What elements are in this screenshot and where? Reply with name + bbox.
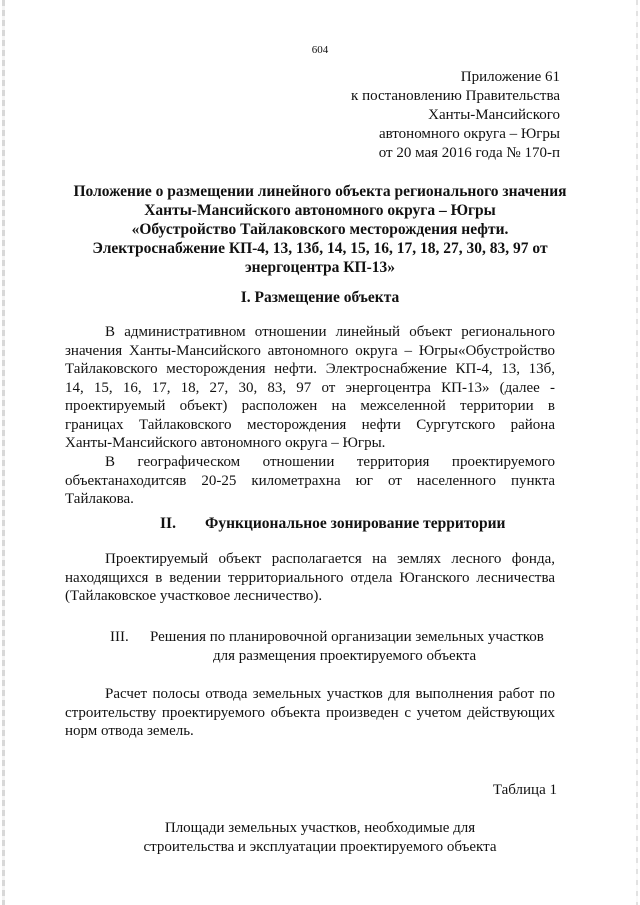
scan-edge-right — [636, 0, 638, 905]
section3-heading-line1: Решения по планировочной организации земельных участков — [150, 629, 544, 645]
paragraph-line: значения Ханты-Мансийского автономного округа – Югры«Обустройство — [65, 342, 555, 359]
section2-paragraph — [65, 550, 555, 606]
appendix-line: от 20 мая 2016 года № 170-п — [378, 145, 560, 161]
paragraph-line: В географическом отношении территория проектируемого — [105, 454, 555, 470]
paragraph-line: находящихся в ведении территориального отдела Юганского лесничества — [65, 569, 555, 586]
paragraph-line: Проектируемый объект располагается на землях лесного фонда, — [105, 551, 555, 567]
scan-edge-left — [2, 0, 5, 905]
title-line: энергоцентра КП-13» — [244, 259, 396, 276]
paragraph-line: Ханты-Мансийского автономного округа – Югры. — [65, 435, 386, 451]
paragraph-line: Тайлаковского месторождения нефти. Электроснабжение КП-4, 13, 13б, — [65, 361, 555, 377]
appendix-block — [351, 68, 560, 163]
caption-line: строительства и эксплуатации проектируемого объекта — [143, 839, 497, 855]
title-line: Положение о размещении линейного объекта регионального значения — [73, 183, 567, 200]
appendix-line: к постановлению Правительства — [351, 88, 560, 104]
section3-number: III. — [110, 629, 129, 645]
paragraph-line: строительству проектируемого объекта произведен с учетом действующих — [65, 704, 555, 721]
title-line: Ханты-Мансийского автономного округа – Югры — [144, 202, 496, 219]
appendix-line: Ханты-Мансийского — [428, 107, 560, 123]
paragraph-line: В административном отношении линейный объект регионального — [105, 324, 555, 340]
page-number: 604 — [311, 44, 329, 56]
caption-line: Площади земельных участков, необходимые для — [164, 820, 476, 836]
appendix-line: Приложение 61 — [460, 69, 560, 85]
paragraph-line: Расчет полосы отвода земельных участков для выполнения работ по — [105, 686, 555, 702]
paragraph-line: 14, 15, 16, 17, 18, 27, 30, 83, 97 от энергоцентра КП-13» (далее - — [65, 379, 555, 396]
paragraph-line: границах Тайлаковского месторождения нефти Сургутского района — [65, 416, 555, 433]
section3-heading-line2: для размещения проектируемого объекта — [213, 648, 477, 664]
paragraph-line: Тайлакова. — [65, 491, 134, 507]
section2-heading: Функциональное зонирование территории — [205, 515, 506, 532]
paragraph-line: объектанаходитсяв 20-25 километрахна юг от населенного пункта — [65, 472, 555, 489]
section1-paragraph1 — [65, 323, 555, 453]
table-label: Таблица 1 — [492, 782, 557, 798]
section2-number: II. — [160, 515, 176, 532]
paragraph-line: норм отвода земель. — [65, 723, 194, 739]
section1-paragraph2 — [65, 453, 555, 509]
title-line: «Обустройство Тайлаковского месторождения нефти. — [131, 221, 509, 238]
document-title — [60, 182, 580, 277]
section3-paragraph — [65, 685, 555, 741]
paragraph-line: проектируемый объект) расположен на межселенной территории в — [65, 398, 555, 414]
title-line: Электроснабжение КП-4, 13, 13б, 14, 15, 16, 17, 18, 27, 30, 83, 97 от — [92, 240, 548, 257]
section1-heading: I. Размещение объекта — [240, 289, 400, 306]
table-caption — [0, 819, 640, 857]
paragraph-line: (Тайлаковское участковое лесничество). — [65, 588, 323, 604]
appendix-line: автономного округа – Югры — [378, 126, 560, 142]
